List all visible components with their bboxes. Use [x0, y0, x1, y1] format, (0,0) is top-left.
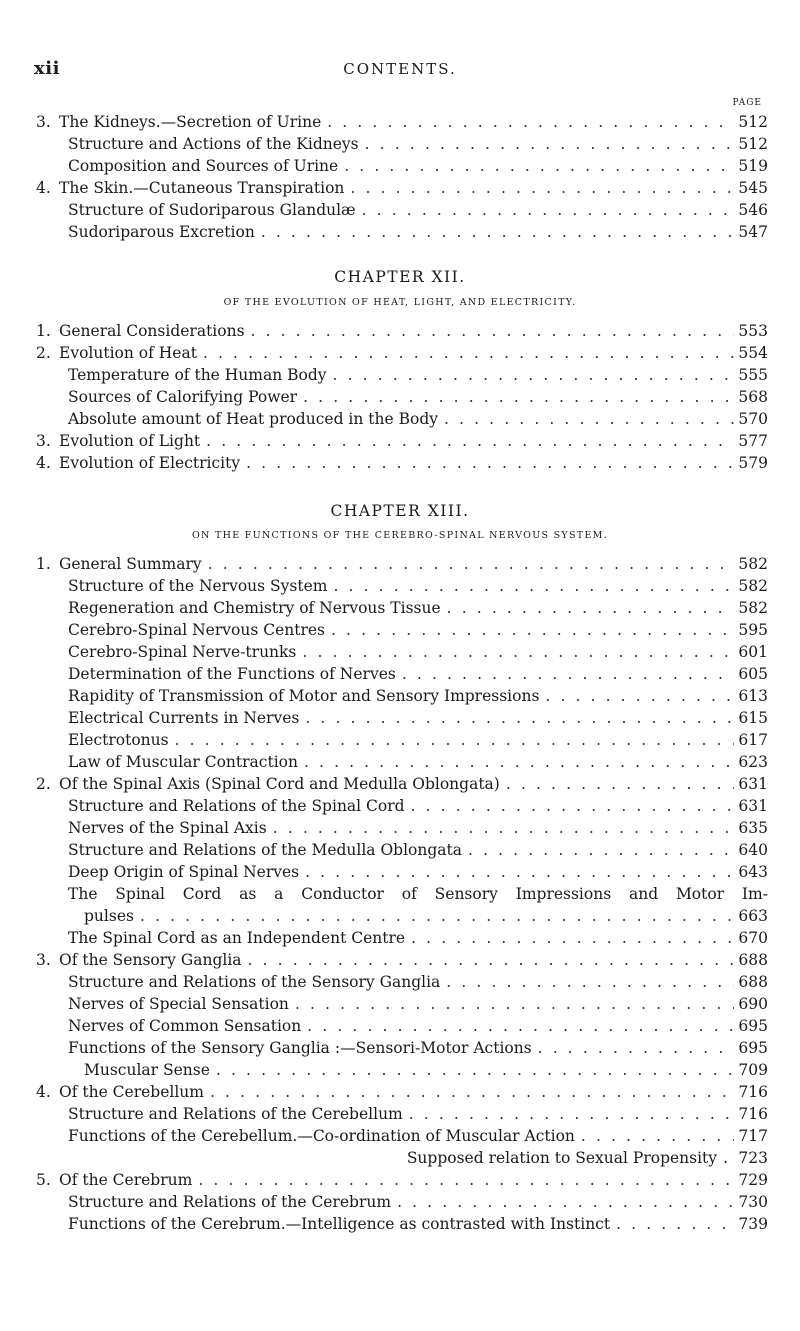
- dot-leader: [405, 927, 734, 949]
- entry-page: 723: [738, 1149, 768, 1167]
- entry-title: Composition and Sources of Urine: [68, 157, 339, 175]
- toc-entry: [36, 883, 768, 905]
- toc-entry: [36, 619, 768, 641]
- entry-page: 577: [738, 432, 768, 450]
- entry-page: 623: [738, 753, 768, 771]
- entry-number: 4.: [36, 454, 51, 472]
- toc-entry: [36, 839, 768, 861]
- entry-title: Structure of the Nervous System: [68, 577, 328, 595]
- toc-entry: [36, 111, 768, 133]
- entry-title: The Spinal Cord as an Independent Centre: [68, 929, 406, 947]
- entry-title: Rapidity of Transmission of Motor and Sensory Impressions: [68, 687, 540, 705]
- entry-title: Temperature of the Human Body: [68, 366, 327, 384]
- dot-leader: [242, 949, 734, 971]
- entry-number: 3.: [36, 113, 51, 131]
- toc-entry: [36, 342, 768, 364]
- toc-entry: [36, 177, 768, 199]
- entry-title: Nerves of Common Sensation: [68, 1017, 302, 1035]
- entry-page: 605: [738, 665, 768, 683]
- dot-leader: [134, 905, 734, 927]
- toc-entry: [36, 707, 768, 729]
- entry-page: 643: [738, 863, 768, 881]
- entry-page: 631: [738, 775, 768, 793]
- toc-entry-continuation: [36, 905, 768, 927]
- dot-leader: [396, 663, 734, 685]
- entry-page: 582: [738, 577, 768, 595]
- chapter-heading: CHAPTER XIII.: [330, 502, 470, 520]
- toc-entry: [36, 575, 768, 597]
- entry-title: Evolution of Electricity: [59, 454, 241, 472]
- toc-entry: [36, 817, 768, 839]
- entry-title: Evolution of Heat: [59, 344, 197, 362]
- dot-leader: [403, 1103, 734, 1125]
- entry-title: Nerves of the Spinal Axis: [68, 819, 267, 837]
- entry-title: General Considerations: [59, 322, 245, 340]
- entry-title: Structure and Relations of the Cerebellum: [68, 1105, 403, 1123]
- entry-title: Structure and Relations of the Medulla Oblongata: [68, 841, 463, 859]
- dot-leader: [344, 177, 734, 199]
- entry-title: Structure and Relations of the Cerebrum: [68, 1193, 392, 1211]
- entry-title: Structure of Sudoriparous Glandulæ: [68, 201, 356, 219]
- dot-leader: [327, 575, 734, 597]
- toc-entry: [36, 199, 768, 221]
- dot-leader: [240, 452, 734, 474]
- dot-leader: [321, 111, 734, 133]
- entry-title: Electrotonus: [68, 731, 169, 749]
- dot-leader: [356, 199, 734, 221]
- entry-title: Nerves of Special Sensation: [68, 995, 289, 1013]
- entry-title: Evolution of Light: [59, 432, 201, 450]
- dot-leader: [532, 1037, 734, 1059]
- entry-number: 5.: [36, 1171, 51, 1189]
- dot-leader: [299, 861, 734, 883]
- entry-title: Electrical Currents in Nerves: [68, 709, 300, 727]
- entry-page: 690: [738, 995, 768, 1013]
- entry-number: 4.: [36, 179, 51, 197]
- entry-page: 670: [738, 929, 768, 947]
- entry-title: Structure and Actions of the Kidneys: [68, 135, 359, 153]
- entry-title: Sudoriparous Excretion: [68, 223, 255, 241]
- toc-entry: [36, 364, 768, 386]
- entry-title: Cerebro-Spinal Nervous Centres: [68, 621, 325, 639]
- entry-page: 635: [738, 819, 768, 837]
- entry-title: Supposed relation to Sexual Propensity: [406, 1149, 718, 1167]
- entry-number: 4.: [36, 1083, 51, 1101]
- dot-leader: [325, 619, 734, 641]
- dot-leader: [405, 795, 734, 817]
- toc-entry: [36, 133, 768, 155]
- entry-title: Functions of the Sensory Ganglia :—Sensori-Motor Actions: [68, 1039, 532, 1057]
- toc-entry: [36, 773, 768, 795]
- toc-entry: [36, 795, 768, 817]
- toc-entry: [36, 408, 768, 430]
- toc-entry: [36, 1059, 768, 1081]
- toc-entry: [36, 597, 768, 619]
- entry-title: Of the Cerebellum: [59, 1083, 204, 1101]
- toc-entry: [36, 1015, 768, 1037]
- toc-entry: [36, 1081, 768, 1103]
- dot-leader: [289, 993, 734, 1015]
- entry-page: 709: [738, 1061, 768, 1079]
- toc-entry: [36, 993, 768, 1015]
- dot-leader: [391, 1191, 734, 1213]
- entry-number: 1.: [36, 555, 51, 573]
- toc-entry: [36, 221, 768, 243]
- entry-page: 739: [738, 1215, 768, 1233]
- entry-number: 3.: [36, 432, 51, 450]
- dot-leader: [202, 553, 734, 575]
- entry-title: Of the Cerebrum: [59, 1171, 193, 1189]
- entry-page: 512: [738, 135, 768, 153]
- dot-leader: [575, 1125, 734, 1147]
- toc-entry: [36, 1103, 768, 1125]
- entry-page: 615: [738, 709, 768, 727]
- entry-page: 613: [738, 687, 768, 705]
- toc-entry: [36, 641, 768, 663]
- entry-title: The Skin.—Cutaneous Transpiration: [59, 179, 345, 197]
- entry-number: 2.: [36, 775, 51, 793]
- entry-page: 545: [738, 179, 768, 197]
- entry-page: 555: [738, 366, 768, 384]
- entry-page: 546: [738, 201, 768, 219]
- dot-leader: [197, 342, 734, 364]
- toc-entry: [36, 452, 768, 474]
- entry-page: 640: [738, 841, 768, 859]
- entry-page: 553: [738, 322, 768, 340]
- entry-page: 695: [738, 1017, 768, 1035]
- dot-leader: [204, 1081, 734, 1103]
- entry-title: Cerebro-Spinal Nerve-trunks: [68, 643, 297, 661]
- entry-title: Absolute amount of Heat produced in the Body: [68, 410, 438, 428]
- running-head: [0, 58, 800, 84]
- dot-leader: [539, 685, 734, 707]
- chapter-subtitle: OF THE EVOLUTION OF HEAT, LIGHT, AND ELECTRICITY.: [223, 297, 577, 308]
- entry-page: 582: [738, 599, 768, 617]
- toc-entry: [36, 386, 768, 408]
- toc-entry: [36, 155, 768, 177]
- dot-leader: [500, 773, 734, 795]
- toc-entry: [36, 971, 768, 993]
- entry-page: 716: [738, 1105, 768, 1123]
- dot-leader: [245, 320, 734, 342]
- entry-page: 579: [738, 454, 768, 472]
- entry-title: Muscular Sense: [84, 1061, 210, 1079]
- toc-entry: [36, 663, 768, 685]
- dot-leader: [297, 386, 734, 408]
- dot-leader: [462, 839, 734, 861]
- entry-title: Structure and Relations of the Sensory Ganglia: [68, 973, 441, 991]
- toc-entry: [36, 320, 768, 342]
- toc-entry: [36, 751, 768, 773]
- entry-page: 729: [738, 1171, 768, 1189]
- dot-leader: [192, 1169, 734, 1191]
- toc-entry: [36, 553, 768, 575]
- entry-number: 1.: [36, 322, 51, 340]
- toc-entry-right-aligned: [36, 1147, 768, 1169]
- entry-page: 547: [738, 223, 768, 241]
- dot-leader: [255, 221, 734, 243]
- entry-title: The Kidneys.—Secretion of Urine: [59, 113, 322, 131]
- page-folio: xii: [34, 58, 60, 79]
- dot-leader: [338, 155, 734, 177]
- entry-title: Law of Muscular Contraction: [68, 753, 298, 771]
- dot-leader: [327, 364, 734, 386]
- entry-number: 3.: [36, 951, 51, 969]
- entry-page: 582: [738, 555, 768, 573]
- entry-title: Functions of the Cerebellum.—Co-ordination of Muscular Action: [68, 1127, 575, 1145]
- entry-number: 2.: [36, 344, 51, 362]
- entry-page: 512: [738, 113, 768, 131]
- toc-entry: [36, 1213, 768, 1235]
- entry-page: 617: [738, 731, 768, 749]
- entry-title: Deep Origin of Spinal Nerves: [68, 863, 300, 881]
- entry-page: 631: [738, 797, 768, 815]
- entry-title: Determination of the Functions of Nerves: [68, 665, 396, 683]
- entry-page: 688: [738, 951, 768, 969]
- entry-page: 695: [738, 1039, 768, 1057]
- dot-leader: [359, 133, 734, 155]
- toc-entry: [36, 861, 768, 883]
- toc-entry: [36, 685, 768, 707]
- dot-leader: [298, 751, 734, 773]
- page-column-label: PAGE: [732, 98, 762, 108]
- running-head-title: CONTENTS.: [343, 60, 457, 78]
- toc-entry: [36, 1125, 768, 1147]
- dot-leader: [441, 597, 734, 619]
- toc-entry: [36, 927, 768, 949]
- entry-page: 730: [738, 1193, 768, 1211]
- dot-leader: [438, 408, 734, 430]
- dot-leader: [200, 430, 734, 452]
- dot-leader: [440, 971, 734, 993]
- entry-page: 595: [738, 621, 768, 639]
- entry-page: 554: [738, 344, 768, 362]
- entry-page: 716: [738, 1083, 768, 1101]
- dot-leader: [296, 641, 734, 663]
- toc-entry: [36, 1169, 768, 1191]
- dot-leader: [610, 1213, 734, 1235]
- entry-page: 717: [738, 1127, 768, 1145]
- entry-page: 570: [738, 410, 768, 428]
- toc-entry: [36, 430, 768, 452]
- entry-page: 688: [738, 973, 768, 991]
- dot-leader: [301, 1015, 734, 1037]
- toc-entry: [36, 1191, 768, 1213]
- dot-leader: [169, 729, 734, 751]
- entry-title: Functions of the Cerebrum.—Intelligence as contrasted with Instinct: [68, 1215, 611, 1233]
- entry-title: Regeneration and Chemistry of Nervous Tissue: [68, 599, 441, 617]
- entry-title: General Summary: [59, 555, 202, 573]
- entry-title: Of the Sensory Ganglia: [59, 951, 242, 969]
- toc-entry: [36, 729, 768, 751]
- entry-title: Sources of Calorifying Power: [68, 388, 298, 406]
- entry-page: 601: [738, 643, 768, 661]
- dot-leader: .: [723, 1149, 728, 1167]
- entry-title: Structure and Relations of the Spinal Cord: [68, 797, 405, 815]
- entry-title: Of the Spinal Axis (Spinal Cord and Medulla Oblongata): [59, 775, 500, 793]
- dot-leader: [267, 817, 734, 839]
- entry-page: 568: [738, 388, 768, 406]
- chapter-subtitle: ON THE FUNCTIONS OF THE CEREBRO-SPINAL NERVOUS SYSTEM.: [191, 530, 609, 541]
- chapter-heading: CHAPTER XII.: [334, 268, 466, 286]
- entry-page: 519: [738, 157, 768, 175]
- entry-page: 663: [738, 907, 768, 925]
- entry-title: pulses: [84, 907, 134, 925]
- toc-entry: [36, 1037, 768, 1059]
- entry-title: The Spinal Cord as a Conductor of Sensory Impressions and Motor Im-: [68, 885, 768, 903]
- dot-leader: [210, 1059, 734, 1081]
- toc-entry: [36, 949, 768, 971]
- dot-leader: [299, 707, 734, 729]
